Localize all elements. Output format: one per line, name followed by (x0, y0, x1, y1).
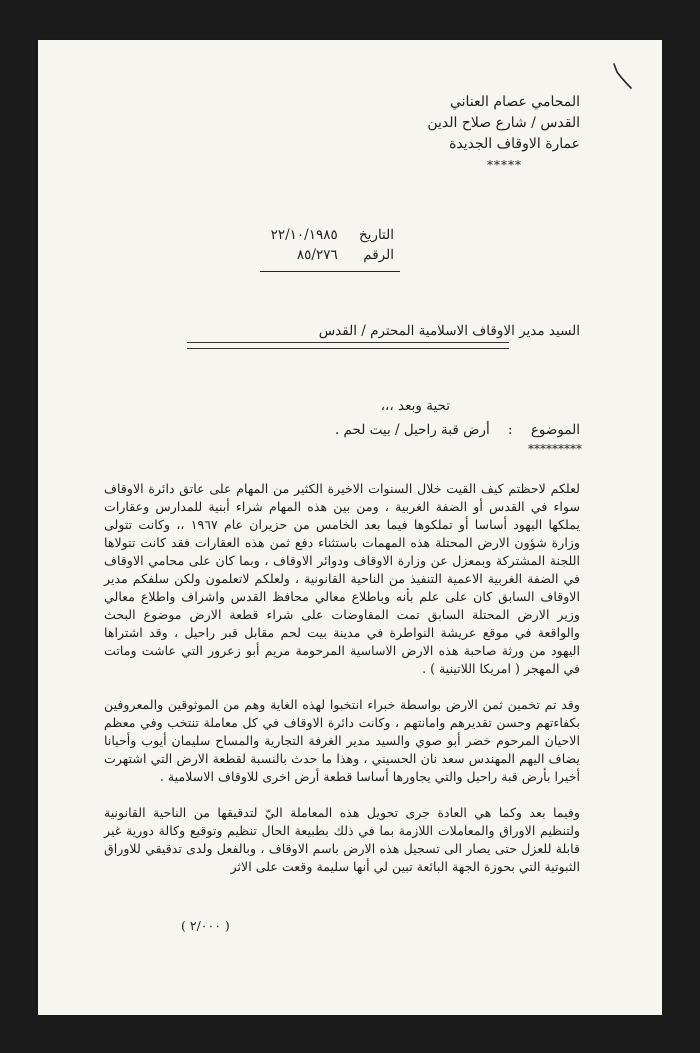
body-paragraph-1: لعلكم لاحظتم كيف القيت خلال السنوات الاخيرة الكثير من المهام على عاتق دائرة الاوقاف سواء في القدس أو الضفة الغربية ، ومن بين هذه المهام شراء أبنية للمدارس وعقارات يملكها اليهود أساسا أو تملكوها فيما بعد الخامس من حزيران عام ١٩٦٧ ،، وكانت تتولى وزارة شؤون الارض المحتلة هذه المهمات باستثناء دفع ثمن هذه العقارات فقد كانت تتولاها اللجنة المشتركة وبمعزل عن وزارة الاوقاف ودوائر الاوقاف ، وبما كان على محامي الاوقاف في الضفة الغربية الاعمية التنفيذ من الناحية القانونية ، ولعلكم لاتعلمون ولكن سلفكم مدير الاوقاف السابق كان على علم بأنه وباطلاع معالي محافظ القدس واشراف واطلاع معالي وزير الارض المحتلة السابق تمت المفاوضات على شراء قطعة الارض موضوع البحث والواقعة في موقع عريشة النواطرة في مدينة بيت لحم مقابل قبر راحيل ، وقد اشتراها اليهود من ورثة صاحبة هذه الارض الاساسية المرحومة مريم أبو زعرور التي عاشت وماتت في المهجر ( امريكا اللاتينية ) . (104, 481, 581, 676)
reference-label: الرقم (363, 247, 394, 263)
letter-body (104, 480, 580, 894)
building-name: عمارة الاوقاف الجديدة (449, 136, 580, 152)
reference-value: ٨٥/٢٧٦ (296, 247, 338, 263)
subject-stars: ********* (528, 442, 582, 456)
addressee-double-underline (187, 342, 509, 349)
subject-line (220, 422, 580, 438)
date-underline (260, 271, 400, 272)
pen-stroke-mark (611, 62, 633, 90)
date-reference-block (214, 225, 394, 265)
subject-colon: : (508, 422, 513, 438)
street-address: القدس / شارع صلاح الدين (427, 115, 580, 131)
page-continuation-marker: ( ٢/٠٠٠ ) (181, 918, 230, 933)
date-line (214, 225, 394, 245)
document-page (38, 40, 662, 1015)
body-paragraph-2: وقد تم تخمين ثمن الارض بواسطة خبراء انتخبوا لهذه الغاية وهم من الموثوقين والمعروفين بكفاءتهم وحسن تقديرهم وامانتهم ، وكانت دائرة الاوقاف في كل معاملة تنتخب وفي معظم الاحيان المرحوم خضر أبو صوي والسيد مدير الغرفة التجارية والمساح سليمان أيوب وأحيانا يضاف اليهم المهندس سعد نان الحسيني ، وهذا ما حدث بالنسبة لقطعة الارض التي اشتهرت أخيرا بأرض قبة راحيل والتي يجاورها أساسا قطعة أرض اخرى للاوقاف الاسلامية . (104, 697, 580, 784)
date-label: التاريخ (358, 227, 394, 243)
letterhead-stars: ***** (487, 158, 522, 172)
addressee: السيد مدير الاوقاف الاسلامية المحترم / القدس (318, 323, 580, 339)
date-value: ٢٢/١٠/١٩٨٥ (270, 227, 338, 243)
letterhead (320, 92, 580, 176)
subject-label: الموضوع (530, 422, 580, 438)
subject-text: أرض قبة راحيل / بيت لحم . (334, 422, 490, 438)
lawyer-name: المحامي عصام العناني (449, 94, 580, 110)
reference-line (214, 245, 394, 265)
greeting: تحية وبعد ،،، (380, 398, 450, 414)
body-paragraph-3: وفيما بعد وكما هي العادة جرى تحويل هذه المعاملة اليّ لتدقيقها من الناحية القانونية ولتنظيم الاوراق والمعاملات اللازمة بما في ذلك بطبيعة الحال تنظيم وتوقيع وكالة دورية غير قابلة للعزل حتى يصار الى تسجيل هذه الارض باسم الاوقاف ، وبالفعل ولدى تدقيقي للاوراق الثبوتية التي بحوزة الجهة البائعة تبين لي أنها سليمة وقعت على الاثر (104, 805, 580, 874)
